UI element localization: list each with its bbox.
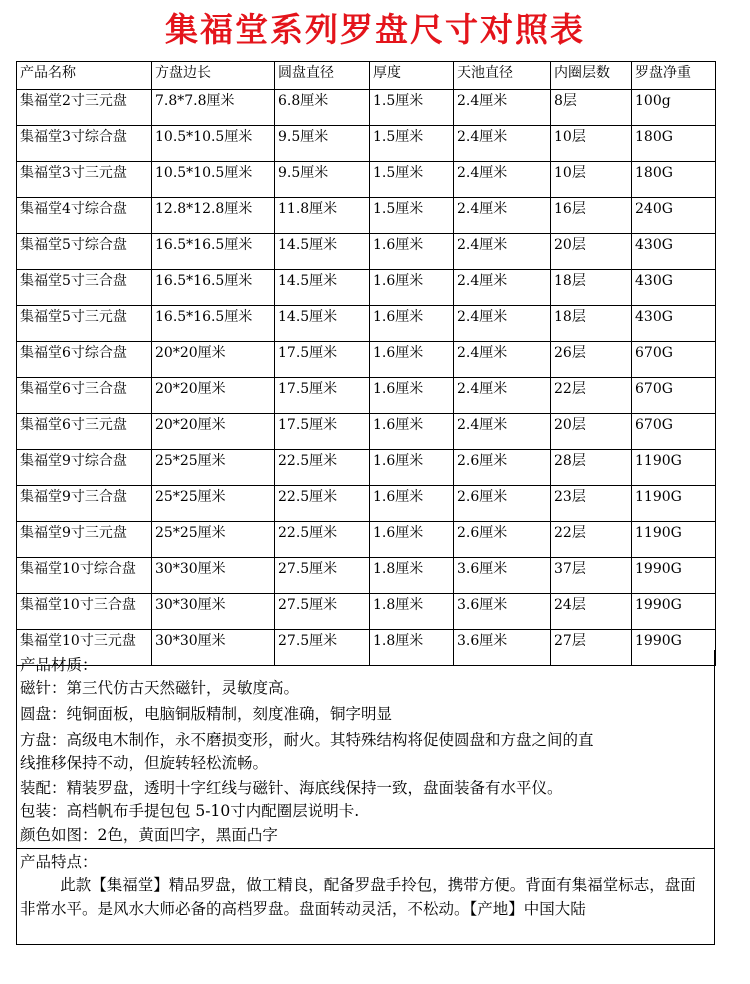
thickness-cell: 1.6厘米 [370,450,454,486]
thickness-cell: 1.5厘米 [370,126,454,162]
square-side-cell: 20*20厘米 [152,342,275,378]
thickness-cell: 1.6厘米 [370,342,454,378]
thickness-cell: 1.8厘米 [370,630,454,666]
disc-diameter-cell: 22.5厘米 [275,450,370,486]
disc-diameter-cell: 14.5厘米 [275,306,370,342]
disc-diameter-cell: 17.5厘米 [275,342,370,378]
compass-diameter-cell: 2.4厘米 [454,90,551,126]
net-weight-cell: 670G [632,414,716,450]
ring-count-cell: 18层 [551,306,632,342]
ring-count-cell: 18层 [551,270,632,306]
thickness-cell: 1.5厘米 [370,162,454,198]
net-weight-cell: 1990G [632,558,716,594]
square-side-cell: 30*30厘米 [152,558,275,594]
product-name-cell: 集福堂6寸综合盘 [17,342,152,378]
header-ring-count: 内圈层数 [551,62,632,90]
disc-diameter-cell: 14.5厘米 [275,270,370,306]
ring-count-cell: 37层 [551,558,632,594]
disc-diameter-cell: 27.5厘米 [275,630,370,666]
compass-diameter-cell: 2.4厘米 [454,378,551,414]
features-text: 此款【集福堂】精品罗盘，做工精良，配备罗盘手拎包，携带方便。背面有集福堂标志，盘面非常水平。是风水大师必备的高档罗盘。盘面转动灵活，不松动。【产地】中国大陆 [20,876,696,918]
ring-count-cell: 20层 [551,414,632,450]
materials-line-packaging: 包装：高档帆布手提包包 5-10寸内配圈层说明卡. [20,802,360,820]
disc-diameter-cell: 27.5厘米 [275,558,370,594]
table-header-row [17,62,716,90]
product-name-cell: 集福堂9寸综合盘 [17,450,152,486]
square-side-cell: 20*20厘米 [152,414,275,450]
product-name-cell: 集福堂10寸三元盘 [17,630,152,666]
compass-diameter-cell: 2.4厘米 [454,306,551,342]
ring-count-cell: 20层 [551,234,632,270]
materials-section [17,650,714,849]
compass-diameter-cell: 3.6厘米 [454,558,551,594]
square-side-cell: 25*25厘米 [152,450,275,486]
ring-count-cell: 23层 [551,486,632,522]
square-side-cell: 25*25厘米 [152,486,275,522]
header-square-side: 方盘边长 [152,62,275,90]
net-weight-cell: 180G [632,126,716,162]
ring-count-cell: 22层 [551,378,632,414]
net-weight-cell: 180G [632,162,716,198]
header-compass-diameter: 天池直径 [454,62,551,90]
product-name-cell: 集福堂4寸综合盘 [17,198,152,234]
notes-box [16,650,715,945]
thickness-cell: 1.6厘米 [370,414,454,450]
compass-diameter-cell: 2.4厘米 [454,342,551,378]
materials-line-colors: 颜色如图：2色，黄面凹字，黑面凸字 [20,826,278,844]
thickness-cell: 1.6厘米 [370,234,454,270]
header-net-weight: 罗盘净重 [632,62,716,90]
product-name-cell: 集福堂2寸三元盘 [17,90,152,126]
page-title: 集福堂系列罗盘尺寸对照表 [165,10,585,49]
disc-diameter-cell: 22.5厘米 [275,486,370,522]
table-row [17,414,716,450]
thickness-cell: 1.6厘米 [370,378,454,414]
square-side-cell: 16.5*16.5厘米 [152,234,275,270]
net-weight-cell: 430G [632,306,716,342]
square-side-cell: 12.8*12.8厘米 [152,198,275,234]
compass-diameter-cell: 2.4厘米 [454,198,551,234]
square-side-cell: 25*25厘米 [152,522,275,558]
ring-count-cell: 26层 [551,342,632,378]
table-row [17,522,716,558]
header-disc-diameter: 圆盘直径 [275,62,370,90]
size-comparison-table [16,61,716,666]
compass-diameter-cell: 3.6厘米 [454,630,551,666]
compass-diameter-cell: 2.6厘米 [454,450,551,486]
table-row [17,378,716,414]
ring-count-cell: 10层 [551,126,632,162]
thickness-cell: 1.5厘米 [370,198,454,234]
product-name-cell: 集福堂6寸三元盘 [17,414,152,450]
square-side-cell: 10.5*10.5厘米 [152,162,275,198]
table-row [17,342,716,378]
header-product-name: 产品名称 [17,62,152,90]
materials-line-assembly: 装配：精装罗盘，透明十字红线与磁针、海底线保持一致，盘面装备有水平仪。 [20,779,563,797]
materials-line-needle: 磁针：第三代仿古天然磁针，灵敏度高。 [20,679,300,697]
thickness-cell: 1.6厘米 [370,270,454,306]
square-side-cell: 16.5*16.5厘米 [152,270,275,306]
product-name-cell: 集福堂9寸三合盘 [17,486,152,522]
square-side-cell: 10.5*10.5厘米 [152,126,275,162]
disc-diameter-cell: 9.5厘米 [275,126,370,162]
net-weight-cell: 670G [632,378,716,414]
net-weight-cell: 430G [632,234,716,270]
disc-diameter-cell: 9.5厘米 [275,162,370,198]
header-thickness: 厚度 [370,62,454,90]
square-side-cell: 30*30厘米 [152,630,275,666]
disc-diameter-cell: 27.5厘米 [275,594,370,630]
ring-count-cell: 28层 [551,450,632,486]
net-weight-cell: 1990G [632,594,716,630]
ring-count-cell: 8层 [551,90,632,126]
materials-line-square: 方盘：高级电木制作，永不磨损变形，耐火。其特殊结构将促使圆盘和方盘之间的直 [20,731,594,749]
product-name-cell: 集福堂5寸三元盘 [17,306,152,342]
product-name-cell: 集福堂10寸三合盘 [17,594,152,630]
square-side-cell: 7.8*7.8厘米 [152,90,275,126]
disc-diameter-cell: 17.5厘米 [275,378,370,414]
thickness-cell: 1.8厘米 [370,558,454,594]
table-row [17,198,716,234]
ring-count-cell: 24层 [551,594,632,630]
compass-diameter-cell: 2.6厘米 [454,486,551,522]
net-weight-cell: 100g [632,90,716,126]
table-row [17,126,716,162]
thickness-cell: 1.6厘米 [370,306,454,342]
features-heading: 产品特点： [20,853,98,871]
table-row [17,270,716,306]
compass-diameter-cell: 2.4厘米 [454,414,551,450]
disc-diameter-cell: 22.5厘米 [275,522,370,558]
table-row [17,162,716,198]
net-weight-cell: 1190G [632,522,716,558]
square-side-cell: 30*30厘米 [152,594,275,630]
table-row [17,306,716,342]
table-row [17,486,716,522]
disc-diameter-cell: 17.5厘米 [275,414,370,450]
ring-count-cell: 16层 [551,198,632,234]
net-weight-cell: 1990G [632,630,716,666]
thickness-cell: 1.6厘米 [370,522,454,558]
square-side-cell: 20*20厘米 [152,378,275,414]
net-weight-cell: 1190G [632,450,716,486]
table-row [17,558,716,594]
compass-diameter-cell: 2.4厘米 [454,126,551,162]
disc-diameter-cell: 11.8厘米 [275,198,370,234]
product-name-cell: 集福堂9寸三元盘 [17,522,152,558]
net-weight-cell: 670G [632,342,716,378]
product-name-cell: 集福堂5寸综合盘 [17,234,152,270]
thickness-cell: 1.6厘米 [370,486,454,522]
product-name-cell: 集福堂10寸综合盘 [17,558,152,594]
ring-count-cell: 22层 [551,522,632,558]
disc-diameter-cell: 14.5厘米 [275,234,370,270]
materials-heading: 产品材质： [20,656,98,674]
net-weight-cell: 1190G [632,486,716,522]
ring-count-cell: 10层 [551,162,632,198]
product-name-cell: 集福堂3寸综合盘 [17,126,152,162]
product-name-cell: 集福堂5寸三合盘 [17,270,152,306]
table-row [17,450,716,486]
materials-line-disc: 圆盘：纯铜面板，电脑铜版精制，刻度准确，铜字明显 [20,705,393,723]
net-weight-cell: 240G [632,198,716,234]
thickness-cell: 1.8厘米 [370,594,454,630]
materials-line-square-cont: 线推移保持不动，但旋转轻松流畅。 [20,754,269,772]
compass-diameter-cell: 3.6厘米 [454,594,551,630]
thickness-cell: 1.5厘米 [370,90,454,126]
table-row [17,90,716,126]
square-side-cell: 16.5*16.5厘米 [152,306,275,342]
ring-count-cell: 27层 [551,630,632,666]
compass-diameter-cell: 2.4厘米 [454,162,551,198]
net-weight-cell: 430G [632,270,716,306]
compass-diameter-cell: 2.6厘米 [454,522,551,558]
product-name-cell: 集福堂3寸三元盘 [17,162,152,198]
disc-diameter-cell: 6.8厘米 [275,90,370,126]
compass-diameter-cell: 2.4厘米 [454,234,551,270]
compass-diameter-cell: 2.4厘米 [454,270,551,306]
table-row [17,234,716,270]
product-name-cell: 集福堂6寸三合盘 [17,378,152,414]
table-row [17,594,716,630]
